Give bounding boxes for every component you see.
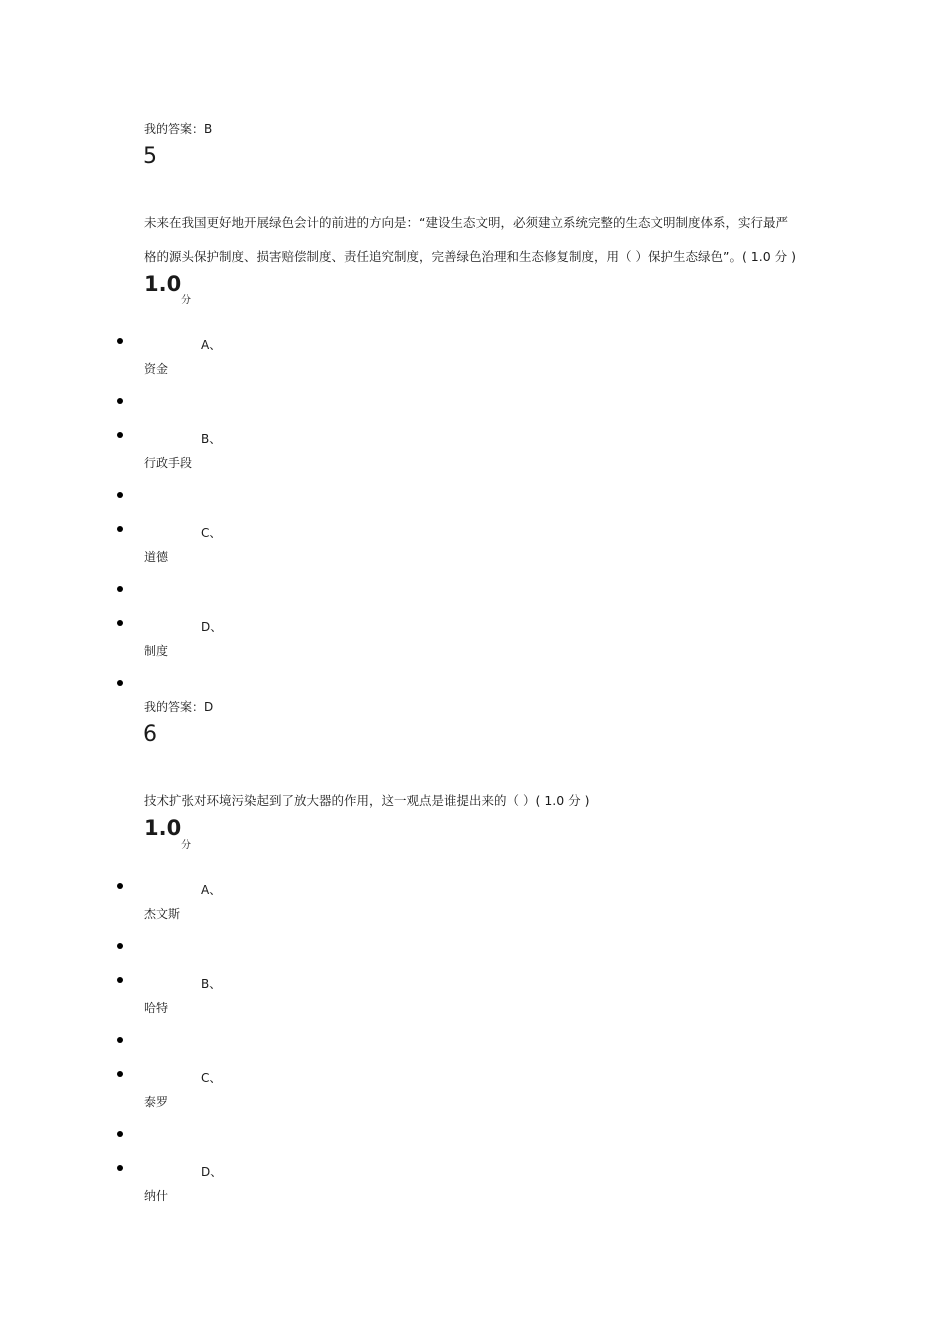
option-text: 制度: [144, 644, 169, 658]
option-letter: B、: [201, 977, 222, 991]
question-number: 5: [143, 144, 157, 169]
option-text: 行政手段: [144, 456, 193, 470]
bullet-icon: [117, 1071, 123, 1077]
question-score-unit: 分: [181, 840, 191, 851]
bullet-icon: [117, 586, 123, 592]
option-letter: D、: [201, 620, 223, 634]
bullet-icon: [117, 432, 123, 438]
option-text: 哈特: [144, 1001, 169, 1015]
my-answer-prev: 我的答案：B: [144, 122, 213, 136]
question-text-line1: 技术扩张对环境污染起到了放大器的作用，这一观点是谁提出来的（ ）( 1.0 分 ): [144, 793, 590, 808]
question-score-unit: 分: [181, 295, 191, 306]
bullet-icon: [117, 1037, 123, 1043]
option-text: 泰罗: [144, 1095, 169, 1109]
option-text: 道德: [144, 550, 169, 564]
question-text-line1: 未来在我国更好地开展绿色会计的前进的方向是：“建设生态文明，必须建立系统完整的生态文明制度体系，实行最严: [144, 215, 788, 230]
bullet-icon: [117, 680, 123, 686]
bullet-icon: [117, 1131, 123, 1137]
bullet-icon: [117, 977, 123, 983]
bullet-icon: [117, 338, 123, 344]
bullet-icon: [117, 620, 123, 626]
bullet-icon: [117, 883, 123, 889]
option-text: 纳什: [144, 1189, 169, 1203]
question-text-line2: 格的源头保护制度、损害赔偿制度、责任追究制度，完善绿色治理和生态修复制度，用（ ）保护生态绿色”。( 1.0 分 ): [144, 249, 797, 264]
question-score: 1.0: [144, 272, 182, 296]
question-number: 6: [143, 722, 157, 747]
bullet-icon: [117, 398, 123, 404]
option-letter: C、: [201, 1071, 222, 1085]
bullet-icon: [117, 943, 123, 949]
question-score: 1.0: [144, 816, 182, 840]
option-letter: A、: [201, 883, 222, 897]
bullet-icon: [117, 492, 123, 498]
option-letter: D、: [201, 1165, 223, 1179]
option-text: 杰文斯: [144, 907, 181, 921]
my-answer: 我的答案：D: [144, 700, 214, 714]
bullet-icon: [117, 1165, 123, 1171]
option-letter: A、: [201, 338, 222, 352]
option-letter: C、: [201, 526, 222, 540]
option-text: 资金: [144, 362, 169, 376]
bullet-icon: [117, 526, 123, 532]
option-letter: B、: [201, 432, 222, 446]
